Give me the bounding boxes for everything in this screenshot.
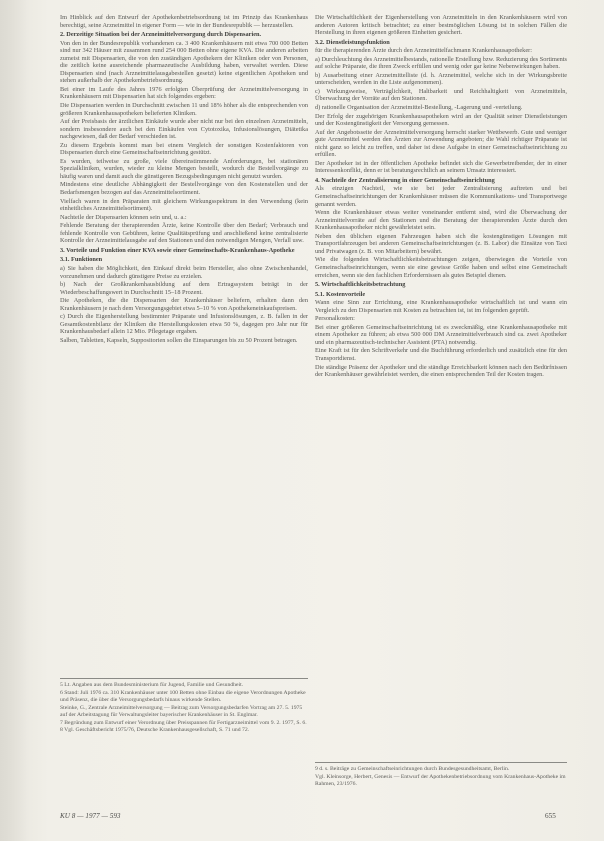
paragraph: Zu diesem Ergebnis kommt man bei einem Vergleich der sonstigen Kostenfaktoren von Dispensarien durch eine Gemeinschaftseinrichtung gestützt. (60, 141, 308, 157)
footnote: 9 d. s. Beiträge zu Gemeinschaftseinrichtungen durch Bundesgesundheitsamt, Berlin. (315, 766, 510, 772)
paragraph: c) Durch die Eigenherstellung bestimmter Präparate und Infusionslösungen, z. B. fallen in der Gesamtkostenbilanz der Kliniken die Herstellungskosten etwa 50 %, dagegen pro Jahr nur für Krankenhausbedarf allein 12 Mio. Pflegetage ergaben. (60, 313, 308, 336)
paragraph: Wie die folgenden Wirtschaftlichkeitsbetrachtungen zeigen, überwiegen die Vorteile von Gemeinschaftseinrichtungen, wenn sie eine gewisse Größe haben und selbst eine Gemeinschaft erreichen, wenn sie den fachlichen Erfordernissen als gutes Beispiel dienen. (315, 256, 567, 279)
paragraph: Bei einer größeren Gemeinschaftseinrichtung ist es zweckmäßig, eine Krankenhausapotheke mit einem Apotheker zu führen; ab etwa 500 000 DM Arzneimittelverbrauch sind ca. zwei Apotheker und ein pharmazeutisch-technischer Assistent (PTA) notwendig. (315, 323, 567, 346)
paragraph: b) Ausarbeitung einer Arzneimittelliste (d. h. Arzneimittel, welche sich in der Wirkungsbreite unterscheiden, werden in die Liste aufgenommen). (315, 71, 567, 87)
section-heading: 4. Nachteile der Zentralisierung in einer Gemeinschaftseinrichtung (315, 176, 495, 184)
section-heading: 3.1. Funktionen (60, 256, 103, 264)
paragraph: Als einzigen Nachteil, wie sie bei jeder Zentralisierung auftreten und bei Gemeinschaftseinrichtungen der Krankenhäuser müssen die Kommunikations- und Transportwege genannt werden. (315, 185, 567, 208)
section-heading: 3. Vorteile und Funktion einer KVA sowie einer Gemeinschafts-Krankenhaus-Apotheke (60, 246, 295, 254)
paragraph: Der Apotheker ist in der öffentlichen Apotheke befindet sich die Gewerbetreibender, der in einer Interessenkonflikt, denn er ist beratungsrechtlich an seinem Umsatz interessiert. (315, 159, 567, 175)
paragraph: Nachteile der Dispensarien können sein und, u. a.: (60, 213, 187, 221)
paragraph: Von den in der Bundesrepublik vorhandenen ca. 3 400 Krankenhäusern mit etwa 700 000 Betten sind nur 342 Häuser mit zusammen rund 254 000 Betten ohne eigene KVA. Die anderen arbeiten zumeist mit Dispensarien, die von den zuständigen Apothekern der Kliniken oder von Personen, die zeitlich keine ausreichende pharmazeutische Ausbildung haben, verwaltet werden. Diese Dispensarien sind (nach Arzneimittelausgabestellen gesetzt) keine eigentlichen Apotheken und stehen außerhalb der Apothekenbetriebsordnung. (60, 39, 308, 85)
paragraph: c) Wirkungsweise, Verträglichkeit, Haltbarkeit und Reichhaltigkeit von Arzneimitteln, Überwachung der Vorräte auf den Stationen. (315, 87, 567, 103)
paragraph: a) Durchleuchtung des Arzneimittelbestands, rationelle Erstellung bzw. Reduzierung des Sortiments auf solche Präparate, die ihren Zweck erfüllen und wenig oder gar keine Nebenwirkungen haben. (315, 55, 567, 71)
page-number: 655 (545, 812, 556, 820)
paragraph: Fehlende Beratung der therapierenden Ärzte, keine Kontrolle über den Bedarf; Verbrauch und fehlende Kontrolle von Gebühren, keine Qualitätsprüfung und anschließend keine zentralisierte Kontrolle der Arzneimittelausgabe auf den Stationen und den notwendigen Mengen, Verfall usw. (60, 222, 308, 245)
footnote: 6 Stand: Juli 1976 ca. 310 Krankenhäuser unter 100 Betten ohne Einbau die eigene Verordnungen Apotheke und Präsenz, die über die Versorgungsbedarfs hinaus wirkende Stellen. (60, 689, 306, 703)
section-heading: 2. Derzeitige Situation bei der Arzneimittelversorgung durch Dispensarien. (60, 31, 262, 39)
left-footnotes (60, 678, 308, 735)
paragraph: Die Apotheken, die die Dispensarien der Krankenhäuser beliefern, erhalten dann den Krankenhäusern je nach dem Versorgungsgebiet etwa 5–10 % von Apothekeneinkaufspreisen. (60, 297, 308, 312)
paragraph: d) rationelle Organisation der Arzneimittel-Bestellung, -Lagerung und -verteilung. (315, 104, 523, 112)
paragraph: Die Wirtschaftlichkeit der Eigenherstellung von Arzneimitteln in den Krankenhäusern wird von anderen Autoren kritisch betrachtet; zu einer bestmöglichen Lösung ist in solchen Fällen die Herstellung in ihren eigenen größeren Einheiten gesichert. (315, 14, 567, 37)
paragraph: Vielfach waren in den Präparaten mit gleichem Wirkungsspektrum in den Verwendung (kein einheitliches Arzneimittelsortiment). (60, 197, 308, 213)
section-heading: 5.1. Kostenvorteile (315, 290, 366, 298)
footnote: 7 Begründung zum Entwurf einer Verordnung über Preisspannen für Fertigarzneimittel vom 9. 2. 1977, S. 6. (60, 719, 307, 726)
section-heading: 3.2. Dienstleistungsfunktion (315, 38, 390, 46)
paragraph: Auf der Preisbasis der ärztlichen Einkäufe wurde aber nicht nur bei den einzelnen Arzneimitteln, sondern insbesondere auch bei den Einkäufen von Cytotoxika, Infusionslösungen, Diätetika nachgewiesen, daß der Bedarf verschieden ist. (60, 118, 308, 141)
section-heading: 5. Wirtschaftlichkeitsbetrachtung (315, 281, 406, 289)
paragraph: Bei einer im Laufe des Jahres 1976 erfolgten Überprüfung der Arzneimittelversorgung in Krankenhäusern mit Dispensarien hat sich folgendes ergeben: (60, 85, 308, 101)
paragraph: Neben den üblichen eigenen Fahrzeugen haben sich die kostengünstigen Lösungen mit Transportfahrzeugen bei anderen Gemeinschaftseinrichtungen (z. B. Labor) die Einsätze von Taxi und Privatwagen (z. B. von Mitarbeitern) bewährt. (315, 232, 567, 255)
paragraph: Im Hinblick auf den Entwurf der Apothekenbetriebsordnung ist im Prinzip das Krankenhaus berechtigt, seine Arzneimittel in eigener Form — wie in der Bundesrepublik — herzustellen. (60, 14, 308, 29)
paragraph: für die therapierenden Ärzte durch den Arzneimittelfachmann Krankenhausapotheker: (315, 47, 532, 55)
footnote: 5 Lt. Angaben aus dem Bundesministerium für Jugend, Familie und Gesundheit. (60, 682, 244, 688)
paragraph: Die ständige Präsenz der Apotheker und die ständige Erreichbarkeit können nach den Bedürfnissen der Krankenhäuser gewährleistet werden, die einen entsprechenden Teil der Kosten tragen. (315, 363, 567, 379)
right-column (315, 14, 567, 380)
paragraph: Der Erfolg der zugehörigen Krankenhausapotheken wird an der Qualität seiner Dienstleistungen und der Kostengünstigkeit der Versorgung gemessen. (315, 112, 567, 128)
paragraph: Die Dispensarien werden in Durchschnitt zwischen 11 und 18% höher als die entsprechenden von größeren Krankenhausapotheken belieferten Kliniken. (60, 102, 308, 117)
journal-footer: KU 8 — 1977 — 593 (60, 812, 121, 820)
paragraph: Auf der Angebotsseite der Arzneimittelversorgung herrscht starker Wettbewerb. Gute und weniger gute Arzneimittel werden den Ärzten zur Anwendung angeboten; die Wahl richtiger Präparate ist nicht ganz so leicht zu treffen, und daher ist diese Aufgabe in einer Gemeinschaftseinrichtung zu erfüllen. (315, 128, 567, 159)
footnote: Vgl. Kleinsorge, Herbert, Genesis — Entwurf der Apothekenbetriebsordnung vom Krankenhaus-Apotheke im Rahmen, 23/1976. (315, 773, 566, 787)
right-footnotes (315, 762, 567, 789)
footnote: 8 Vgl. Geschäftsbericht 1975/76, Deutsche Krankenhausgesellschaft, S. 71 und 72. (60, 727, 250, 734)
paragraph: Wann eine Sinn zur Errichtung, eine Krankenhausapotheke wirtschaftlich ist und wann ein Vergleich zu den Dispensarien mit Kosten zu betrachten ist, ist im folgenden geprüft. (315, 299, 567, 314)
paragraph: Wenn die Krankenhäuser etwas weiter voneinander entfernt sind, wird die Überwachung der Arzneimittelvorräte auf den Stationen und die Beratung der therapierenden Ärzte durch den Krankenhausapotheker nicht gewährleistet sein. (315, 209, 567, 232)
paragraph: a) Sie haben die Möglichkeit, den Einkauf direkt beim Hersteller, also ohne Zwischenhandel, vorzunehmen und dadurch günstigere Preise zu erzielen. (60, 264, 308, 280)
paragraph: Es wurden, teilweise zu große, viele übereinstimmende Anforderungen, bei stationären Spezialkliniken, wurden, wieder zu kleine Mengen bestellt, wodurch die Bestellvorgänge zu häufig waren und damit auch die günstigeren Bezugsbedingungen nicht genutzt wurden. (60, 157, 308, 180)
paragraph: Personalkosten: (315, 315, 355, 323)
paragraph: Mindestens eine deutliche Abhängigkeit der Bestellvorgänge von den Kostenstellen und der Bedarfsmengen bezogen auf das Arzneimittelsortiment. (60, 181, 308, 197)
left-column (60, 14, 308, 345)
paragraph: Salben, Tabletten, Kapseln, Suppositorien sollen die Einsparungen bis zu 50 Prozent betragen. (60, 336, 298, 344)
footnote: Steinke, G., Zentrale Arzneimittelversorgung — Beitrag zum Versorgungsbedarfen Vortrag am 27. 5. 1975 auf der Arbeitstagung für Verwaltungsleiter bayerischer Krankenhäuser in St. Englmar. (60, 704, 303, 718)
scan-shadow (0, 0, 28, 841)
paragraph: Eine Kraft ist für den Schriftverkehr und die Buchführung erforderlich und zusätzlich eine für den Transportdienst. (315, 347, 567, 362)
paragraph: b) Nach der Großkrankenhausbildung auf dem Ertragssystem beträgt in der Wiederbeschaffungswert in Durchschnitt 15–18 Prozent. (60, 281, 308, 296)
